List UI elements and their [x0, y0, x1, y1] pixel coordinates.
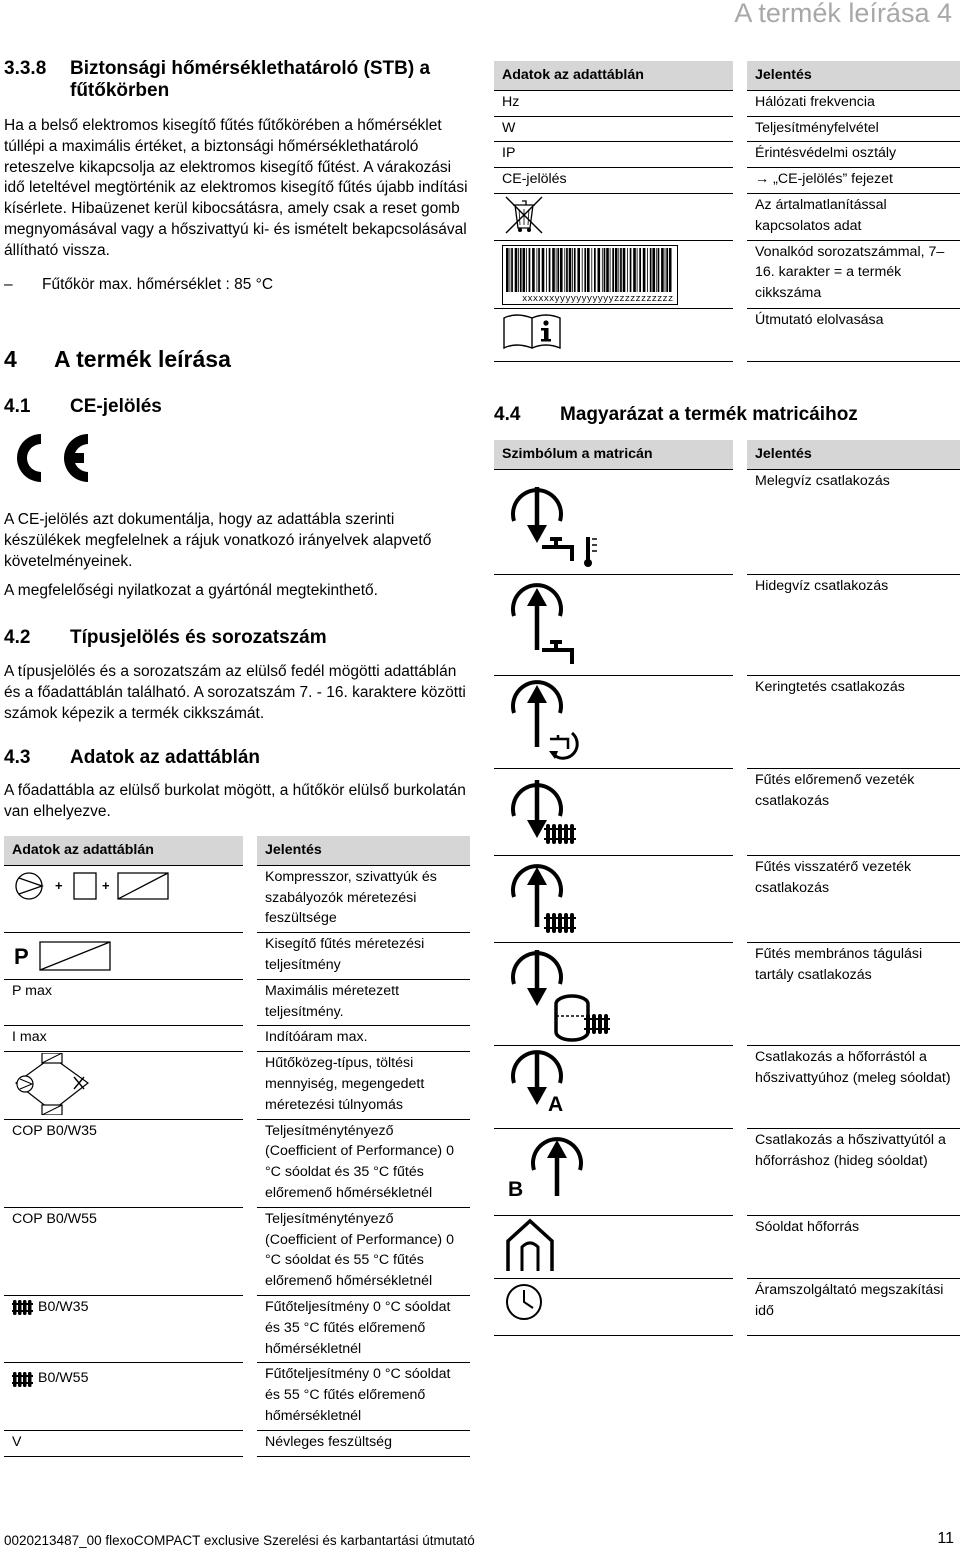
section-title: Magyarázat a termék matricáihoz	[560, 404, 858, 425]
table-header	[494, 440, 960, 469]
cell-label: W	[494, 116, 740, 142]
barcode-text: xxxxxxyyyyyyyyyyyzzzzzzzzzzz	[522, 293, 674, 304]
bullet-text: Fűtőkör max. hőmérséklet : 85 °C	[42, 275, 274, 293]
cell-meaning: Fűtés visszatérő vezeték csatlakozás	[740, 855, 960, 942]
radiator-icon	[12, 1297, 34, 1317]
nameplate-table-1	[4, 836, 470, 1457]
running-head: A termék leírása 4	[734, 0, 952, 28]
section-4-3	[4, 747, 470, 823]
brine-to-heatpump-icon	[494, 1045, 740, 1128]
cell-meaning: Hálózati frekvencia	[740, 90, 960, 116]
column-header: Adatok az adattáblán	[494, 61, 740, 90]
expansion-vessel-icon	[494, 942, 740, 1045]
cell-meaning: Áramszolgáltató megszakítási idő	[740, 1278, 960, 1335]
table-row	[4, 1052, 470, 1119]
cell-meaning: Kompresszor, szivattyúk és szabályozók méretezési feszültsége	[250, 865, 470, 932]
table-row	[4, 1207, 470, 1295]
section-4-2	[4, 627, 470, 724]
cell-label: B0/W55	[4, 1363, 250, 1430]
table-row	[494, 1128, 960, 1215]
connection-letter: A	[548, 1092, 564, 1116]
cell-meaning: Hűtőközeg-típus, töltési mennyiség, megengedett méretezési túlnyomás	[250, 1052, 470, 1119]
brine-heat-source-icon	[494, 1215, 740, 1278]
cell-meaning: Fűtés előremenő vezeték csatlakozás	[740, 768, 960, 855]
cell-meaning: Indítóáram max.	[250, 1026, 470, 1052]
chapter-heading	[4, 346, 470, 373]
barcode-icon	[494, 240, 740, 308]
cold-water-connection-icon	[494, 574, 740, 675]
table-row	[494, 855, 960, 942]
table-row	[494, 308, 960, 361]
table-row	[494, 90, 960, 116]
section-body: A típusjelölés és a sorozatszám az elülső fedél mögötti adattáblán és a főadattáblán található. A sorozatszám 7. - 16. karaktere közötti számok képezik a termék cikkszámát.	[4, 663, 466, 722]
heating-return-icon	[494, 855, 740, 942]
table-row	[494, 574, 960, 675]
sticker-symbol-table	[494, 440, 960, 1336]
hot-water-connection-icon	[494, 469, 740, 574]
column-header: Jelentés	[740, 440, 960, 469]
section-title: Biztonsági hőmérséklethatároló (STB) a fűtőkörben	[70, 58, 431, 101]
cell-meaning: Csatlakozás a hőforrástól a hőszivattyúhoz (meleg sóoldat)	[740, 1045, 960, 1128]
cell-label: I max	[4, 1026, 250, 1052]
connection-letter: B	[508, 1177, 524, 1201]
bullet-item: – Fűtőkör max. hőmérséklet : 85 °C	[4, 275, 274, 293]
cell-label: COP B0/W35	[4, 1119, 250, 1207]
crossed-bin-icon	[494, 193, 740, 240]
p-heater-icon	[4, 933, 250, 980]
table-row	[4, 979, 470, 1026]
section-heading-4-1	[4, 396, 470, 418]
cell-meaning: Teljesítményfelvétel	[740, 116, 960, 142]
cell-label: P max	[4, 979, 250, 1026]
svg-text:+: +	[55, 877, 63, 893]
cell-label: B0/W35	[4, 1295, 250, 1362]
refrigerant-circuit-icon	[4, 1052, 250, 1119]
section-body: Ha a belső elektromos kisegítő fűtés fűtőkörében a hőmérséklet túllépi a maximális értéket, a biztonsági hőmérséklethatároló reteszelve kikapcsolja az elektromos kisegítő fűtést. A várakozási idő leteltével megtörténik az elektromos kisegítő fűtés újabb indítási kísérlete. Hibaüzenet kerül kibocsátásra, amely csak a reset gomb megnyomásával vagy a hőszivattyú ki- és ismételt bekapcsolásával állítható vissza.	[4, 117, 468, 259]
cell-meaning: Névleges feszültség	[250, 1430, 470, 1456]
cell-meaning: Érintésvédelmi osztály	[740, 142, 960, 168]
cell-meaning: Fűtőteljesítmény 0 °C sóoldat és 35 °C fűtés előremenő hőmérsékletnél	[250, 1295, 470, 1362]
cell-label: COP B0/W55	[4, 1207, 250, 1295]
section-title: Típusjelölés és sorozatszám	[70, 627, 327, 648]
table-row	[494, 142, 960, 168]
cell-meaning: Hidegvíz csatlakozás	[740, 574, 960, 675]
table-row	[494, 240, 960, 308]
table-row	[494, 1278, 960, 1335]
circulation-connection-icon	[494, 675, 740, 768]
page-number: 11	[937, 1530, 954, 1547]
cell-meaning: Fűtés membrános tágulási tartály csatlakozás	[740, 942, 960, 1045]
table-header	[4, 836, 470, 865]
table-row	[494, 168, 960, 194]
section-number: 4.1	[4, 396, 31, 417]
section-title: CE-jelölés	[70, 396, 162, 417]
cell-label: CE-jelölés	[494, 168, 740, 194]
section-title: Adatok az adattáblán	[70, 747, 261, 768]
paragraph: A megfelelőségi nyilatkozat a gyártónál megtekinthető.	[4, 582, 378, 600]
table-row	[494, 116, 960, 142]
svg-text:P: P	[14, 944, 29, 970]
chapter-number: 4	[4, 346, 17, 372]
cell-label: V	[4, 1430, 250, 1456]
brine-from-heatpump-icon	[494, 1128, 740, 1215]
section-3-3-8	[4, 58, 470, 295]
cell-label: Hz	[494, 90, 740, 116]
section-number: 3.3.8	[4, 58, 47, 79]
ce-mark-icon	[4, 428, 90, 488]
table-row	[494, 469, 960, 574]
cell-meaning: Kisegítő fűtés méretezési teljesítmény	[250, 933, 470, 980]
cell-meaning: Fűtőteljesítmény 0 °C sóoldat és 55 °C fűtés előremenő hőmérsékletnél	[250, 1363, 470, 1430]
section-heading-4-4	[494, 404, 960, 426]
table-header	[494, 61, 960, 90]
section-number: 4.3	[4, 747, 31, 768]
section-4-1-body	[4, 510, 470, 602]
cell-meaning: Teljesítménytényező (Coefficient of Performance) 0 °C sóoldat és 55 °C fűtés előremenő hőmérsékletnél	[250, 1207, 470, 1295]
heating-flow-icon	[494, 768, 740, 855]
section-number: 4.2	[4, 627, 31, 648]
column-header: Jelentés	[740, 61, 960, 90]
table-row	[494, 1215, 960, 1278]
table-row	[494, 193, 960, 240]
cell-meaning: Csatlakozás a hőszivattyútól a hőforráshoz (hideg sóoldat)	[740, 1128, 960, 1215]
section-number: 4.4	[494, 404, 521, 425]
table-row	[494, 675, 960, 768]
read-manual-icon	[494, 308, 740, 361]
table-row	[4, 1026, 470, 1052]
column-header: Adatok az adattáblán	[4, 836, 250, 865]
paragraph: A CE-jelölés azt dokumentálja, hogy az adattábla szerinti készülékek megfelelnek a rájuk vonatkozó irányelvek alapvető követelményeinek.	[4, 511, 432, 570]
footer-doc-title: 0020213487_00 flexoCOMPACT exclusive Szerelési és karbantartási útmutató	[4, 1533, 475, 1548]
cell-meaning: Melegvíz csatlakozás	[740, 469, 960, 574]
table-row	[4, 1430, 470, 1456]
table-row	[4, 865, 470, 932]
clock-icon	[494, 1278, 740, 1335]
column-header: Szimbólum a matricán	[494, 440, 740, 469]
chapter-title: A termék leírása	[54, 346, 231, 372]
column-header: Jelentés	[250, 836, 470, 865]
nameplate-table-2	[494, 61, 960, 362]
svg-text:+: +	[102, 877, 110, 893]
cell-meaning: → „CE-jelölés” fejezet	[740, 168, 960, 194]
cell-meaning: Maximális méretezett teljesítmény.	[250, 979, 470, 1026]
cell-label: IP	[494, 142, 740, 168]
table-row	[4, 933, 470, 980]
cell-meaning: Az ártalmatlanítással kapcsolatos adat	[740, 193, 960, 240]
table-row	[494, 768, 960, 855]
table-row	[494, 942, 960, 1045]
radiator-icon	[12, 1369, 34, 1389]
table-row	[4, 1363, 470, 1430]
cell-meaning: Keringtetés csatlakozás	[740, 675, 960, 768]
table-row	[4, 1295, 470, 1362]
table-row	[4, 1119, 470, 1207]
section-heading	[4, 58, 470, 102]
cell-meaning: Vonalkód sorozatszámmal, 7–16. karakter = a termék cikkszáma	[740, 240, 960, 308]
cell-meaning: Sóoldat hőforrás	[740, 1215, 960, 1278]
cell-meaning: Útmutató elolvasása	[740, 308, 960, 361]
section-body: A főadattábla az elülső burkolat mögött, a hűtőkör elülső burkolatán van elhelyezve.	[4, 782, 466, 820]
pump-heater-icon	[4, 865, 250, 932]
table-row	[494, 1045, 960, 1128]
cell-meaning: Teljesítménytényező (Coefficient of Performance) 0 °C sóoldat és 35 °C fűtés előremenő hőmérsékletnél	[250, 1119, 470, 1207]
